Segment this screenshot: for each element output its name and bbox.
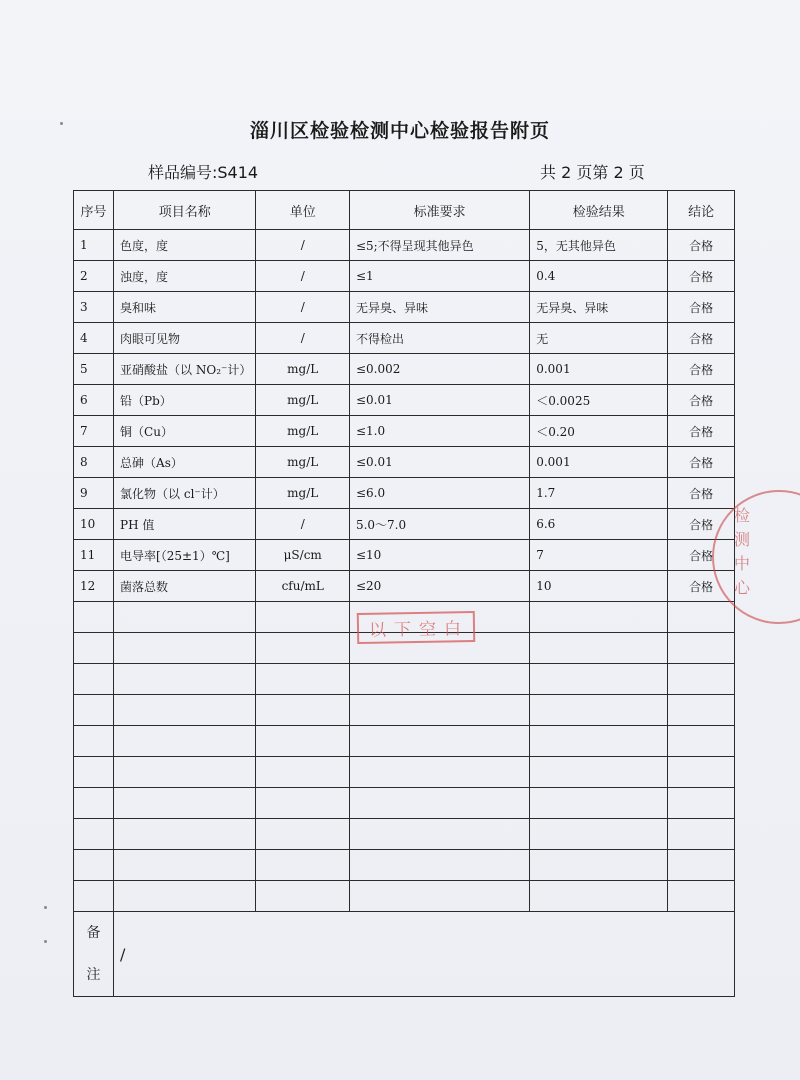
empty-row [74,881,735,912]
empty-row [74,726,735,757]
row-seq: 6 [74,385,114,416]
row-seq: 9 [74,478,114,509]
empty-row [74,788,735,819]
column-header: 标准要求 [349,191,529,230]
empty-cell [530,602,668,633]
empty-row [74,850,735,881]
table-body [74,230,735,602]
empty-cell [530,881,668,912]
row-standard: 无异臭、异味 [349,292,529,323]
row-conclusion: 合格 [668,292,735,323]
row-result: 10 [530,571,668,602]
empty-cell [668,819,735,850]
empty-row [74,819,735,850]
column-header: 项目名称 [114,191,256,230]
row-unit: mg/L [256,416,349,447]
table-row [74,292,735,323]
table-row [74,261,735,292]
row-conclusion: 合格 [668,323,735,354]
empty-cell [114,881,256,912]
empty-cell [668,788,735,819]
row-standard: 5.0～7.0 [349,509,529,540]
table-row [74,447,735,478]
row-result: ＜0.20 [530,416,668,447]
empty-cell [74,633,114,664]
empty-cell [530,819,668,850]
column-header: 结论 [668,191,735,230]
row-unit: mg/L [256,385,349,416]
row-item-name: 色度，度 [114,230,256,261]
empty-cell [74,695,114,726]
empty-cell [74,602,114,633]
row-result: 7 [530,540,668,571]
empty-cell [349,695,529,726]
empty-cell [256,757,349,788]
row-standard: ≤0.01 [349,385,529,416]
row-unit: cfu/mL [256,571,349,602]
row-unit: mg/L [256,478,349,509]
empty-cell [530,695,668,726]
page-indicator: 共 2 页第 2 页 [540,163,645,182]
empty-cell [114,633,256,664]
empty-cell [668,602,735,633]
empty-cell [74,881,114,912]
scan-speck [60,122,63,125]
empty-cell [668,881,735,912]
table-row [74,416,735,447]
row-result: 6.6 [530,509,668,540]
row-item-name: 浊度，度 [114,261,256,292]
empty-cell [74,850,114,881]
row-seq: 4 [74,323,114,354]
row-result: 0.001 [530,354,668,385]
remarks-label-top: 备 [86,925,101,941]
column-header: 序号 [74,191,114,230]
empty-cell [668,633,735,664]
remarks-label [74,912,114,997]
row-seq: 2 [74,261,114,292]
sample-number: 样品编号:S414 [148,163,259,182]
row-unit: / [256,261,349,292]
empty-cell [256,664,349,695]
row-conclusion: 合格 [668,416,735,447]
row-item-name: 亚硝酸盐（以 NO₂⁻计） [114,354,256,385]
table-row [74,571,735,602]
inspection-results-table [73,190,735,997]
row-conclusion: 合格 [668,509,735,540]
empty-cell [530,757,668,788]
empty-cell [256,695,349,726]
row-result: 1.7 [530,478,668,509]
empty-cell [668,695,735,726]
empty-cell [256,726,349,757]
row-item-name: 铅（Pb） [114,385,256,416]
row-standard: ≤1.0 [349,416,529,447]
empty-cell [349,726,529,757]
row-item-name: 总砷（As） [114,447,256,478]
blank-rows [74,602,735,912]
empty-cell [256,602,349,633]
empty-cell [349,757,529,788]
row-item-name: 臭和味 [114,292,256,323]
table-row [74,230,735,261]
table-row [74,385,735,416]
empty-cell [530,850,668,881]
row-result: 5，无其他异色 [530,230,668,261]
row-item-name: 铜（Cu） [114,416,256,447]
row-conclusion: 合格 [668,230,735,261]
empty-cell [256,819,349,850]
row-unit: / [256,230,349,261]
empty-cell [530,664,668,695]
seal-text: 检测中心 [734,506,751,597]
row-standard: ≤0.01 [349,447,529,478]
row-unit: / [256,323,349,354]
row-standard: ≤5;不得呈现其他异色 [349,230,529,261]
empty-row [74,757,735,788]
column-header: 检验结果 [530,191,668,230]
scan-speck [44,906,47,909]
empty-cell [668,850,735,881]
empty-cell [530,726,668,757]
row-unit: mg/L [256,354,349,385]
row-result: 0.001 [530,447,668,478]
empty-cell [74,664,114,695]
row-standard: ≤1 [349,261,529,292]
empty-row [74,695,735,726]
empty-cell [114,726,256,757]
remarks-label-bottom: 注 [86,967,101,983]
row-standard: ≤10 [349,540,529,571]
empty-cell [668,664,735,695]
row-result: 0.4 [530,261,668,292]
empty-cell [74,726,114,757]
empty-cell [74,757,114,788]
empty-cell [256,881,349,912]
empty-cell [256,850,349,881]
empty-cell [256,788,349,819]
empty-cell [114,850,256,881]
row-unit: mg/L [256,447,349,478]
row-seq: 1 [74,230,114,261]
empty-cell [668,757,735,788]
empty-cell [74,788,114,819]
row-standard: ≤0.002 [349,354,529,385]
empty-cell [349,881,529,912]
row-result: ＜0.0025 [530,385,668,416]
row-seq: 3 [74,292,114,323]
empty-cell [114,695,256,726]
empty-cell [349,664,529,695]
row-standard: ≤20 [349,571,529,602]
table-row [74,540,735,571]
table-row [74,323,735,354]
row-result: 无 [530,323,668,354]
row-unit: μS/cm [256,540,349,571]
empty-cell [114,602,256,633]
table-row [74,509,735,540]
row-item-name: PH 值 [114,509,256,540]
row-conclusion: 合格 [668,478,735,509]
empty-cell [114,819,256,850]
row-item-name: 氯化物（以 cl⁻计） [114,478,256,509]
table-row [74,354,735,385]
remarks-value: / [114,912,735,997]
empty-cell [114,788,256,819]
row-unit: / [256,292,349,323]
remarks-row [74,912,735,997]
row-item-name: 电导率[（25±1）℃] [114,540,256,571]
empty-cell [74,819,114,850]
empty-cell [349,850,529,881]
column-header: 单位 [256,191,349,230]
row-conclusion: 合格 [668,354,735,385]
row-conclusion: 合格 [668,571,735,602]
empty-cell [530,633,668,664]
row-conclusion: 合格 [668,447,735,478]
empty-cell [114,664,256,695]
empty-cell [349,788,529,819]
row-seq: 5 [74,354,114,385]
empty-cell [256,633,349,664]
row-result: 无异臭、异味 [530,292,668,323]
row-seq: 11 [74,540,114,571]
empty-row [74,664,735,695]
table-row [74,478,735,509]
empty-cell [349,819,529,850]
report-title: 淄川区检验检测中心检验报告附页 [249,120,550,142]
empty-cell [530,788,668,819]
below-blank-stamp: 以下空白 [357,611,476,644]
row-standard: ≤6.0 [349,478,529,509]
row-conclusion: 合格 [668,540,735,571]
table-header-row [74,191,735,230]
row-conclusion: 合格 [668,385,735,416]
empty-cell [668,726,735,757]
row-standard: 不得检出 [349,323,529,354]
row-seq: 7 [74,416,114,447]
row-unit: / [256,509,349,540]
row-conclusion: 合格 [668,261,735,292]
row-item-name: 菌落总数 [114,571,256,602]
scan-speck [44,940,47,943]
empty-cell [114,757,256,788]
row-item-name: 肉眼可见物 [114,323,256,354]
row-seq: 8 [74,447,114,478]
row-seq: 10 [74,509,114,540]
row-seq: 12 [74,571,114,602]
